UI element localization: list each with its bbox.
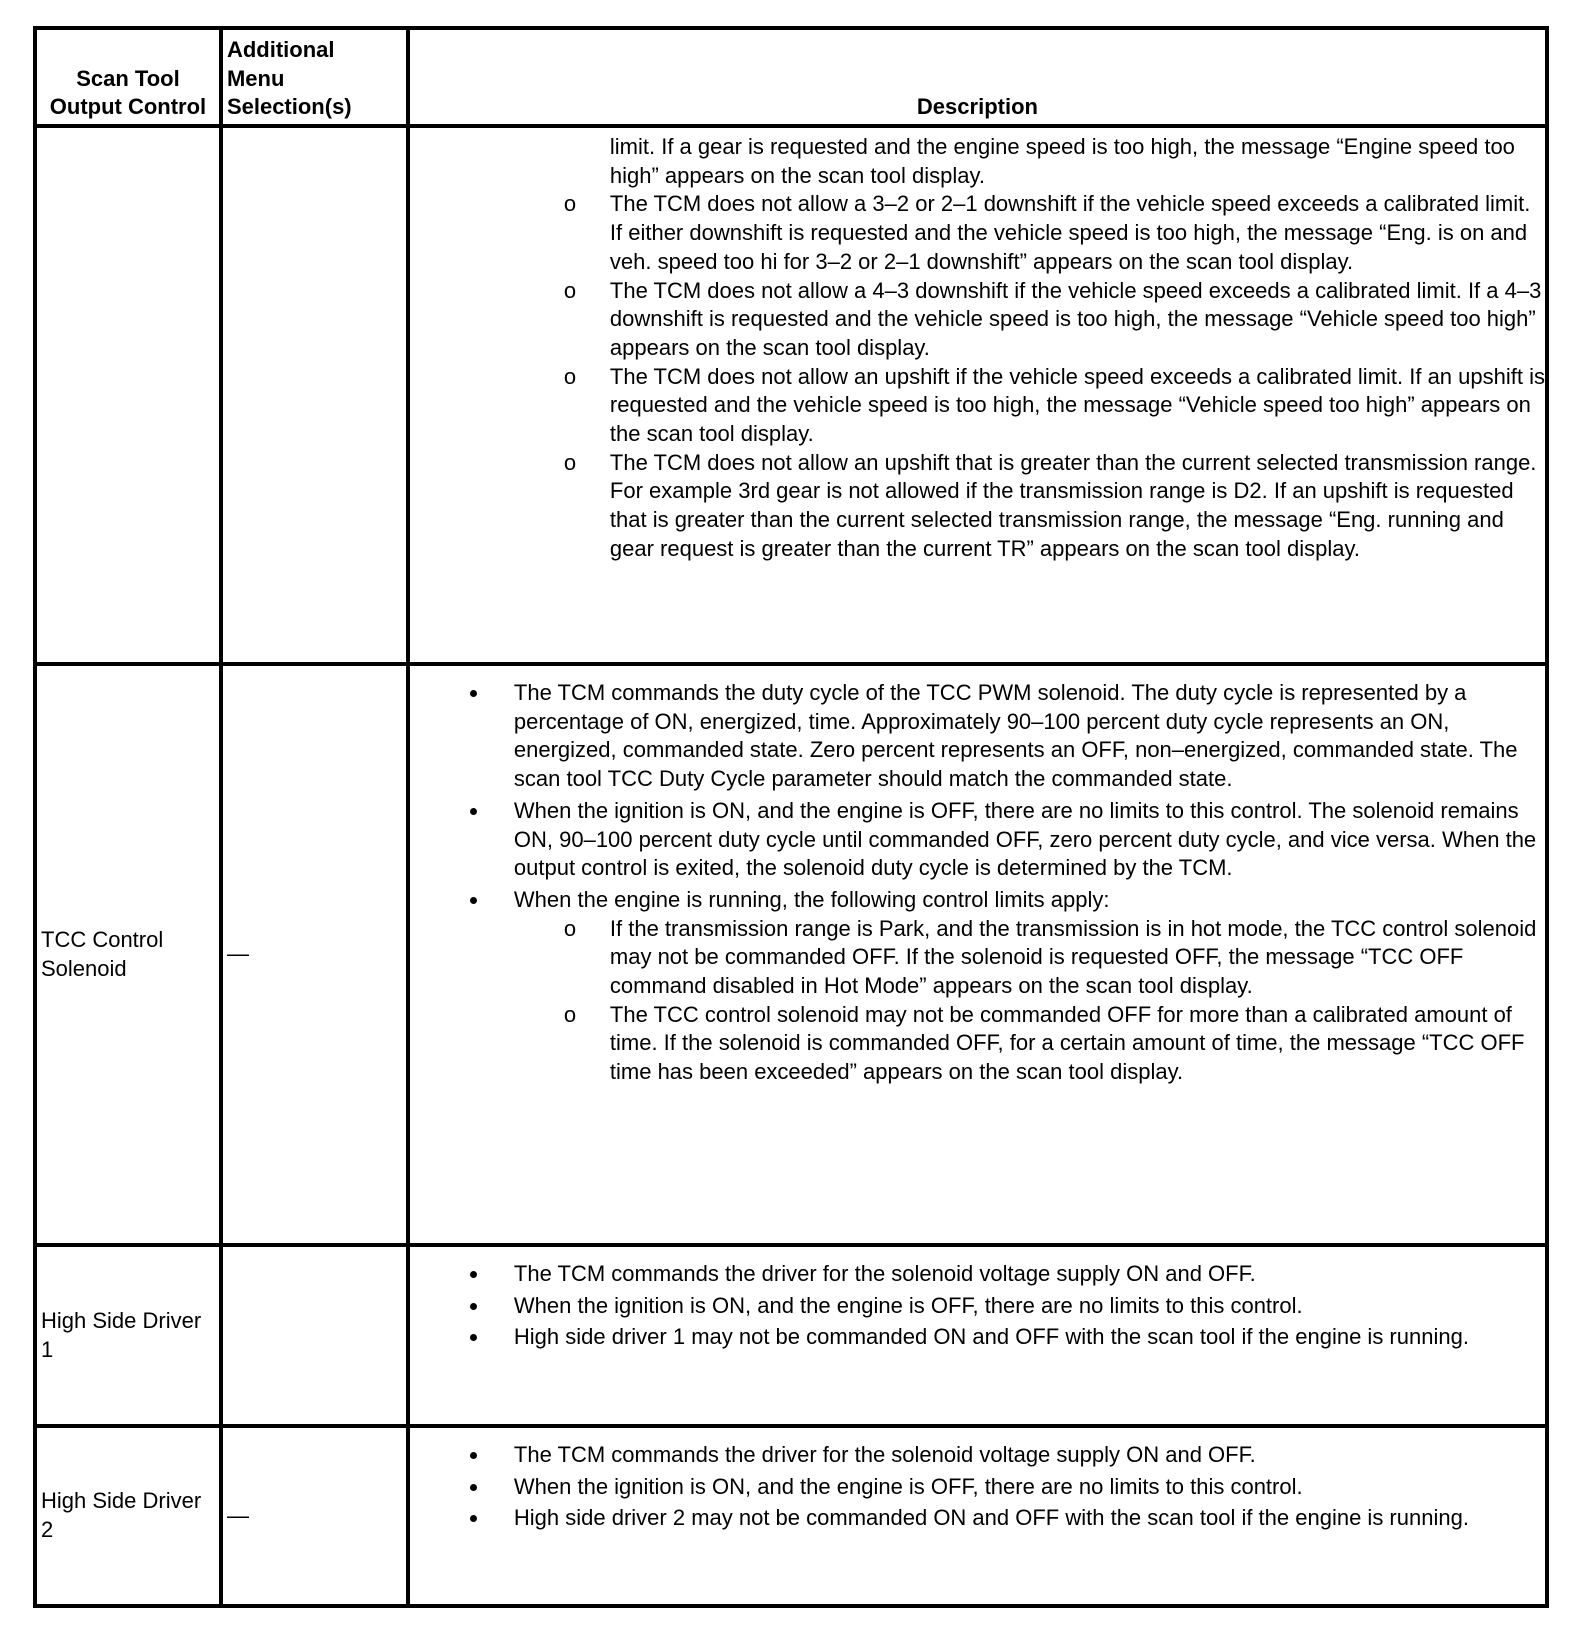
sub-bullet-item: o The TCM does not allow a 3–2 or 2–1 downshift if the vehicle speed exceeds a calibrated limit. If either downshift is requested and the vehicle speed is too high, the message “Eng. is on and veh. speed too hi for 3–2 or 2–1 downshift” appears on the scan tool display. — [563, 191, 1531, 274]
sub-bullet-marker: o — [563, 449, 577, 475]
description-cell — [408, 664, 1547, 1245]
menu-selection-cell — [221, 1245, 408, 1426]
bullet-item: When the ignition is ON, and the engine is OFF, there are no limits to this control. — [410, 1473, 1545, 1502]
bullet-item: The TCM commands the driver for the solenoid voltage supply ON and OFF. — [410, 1260, 1545, 1289]
output-control-cell: High Side Driver 2 — [35, 1426, 221, 1606]
sub-bullet-marker: o — [563, 915, 577, 941]
table-row — [35, 1426, 1547, 1606]
output-control-cell — [35, 126, 221, 664]
header-description: Description — [408, 28, 1547, 126]
bullet-item: High side driver 1 may not be commanded ON and OFF with the scan tool if the engine is running. — [410, 1323, 1545, 1352]
menu-selection-cell: — — [221, 1426, 408, 1606]
continued-text: limit. If a gear is requested and the engine speed is too high, the message “Engine speed too high” appears on the scan tool display. — [609, 134, 1515, 188]
description-cell — [408, 126, 1547, 664]
output-control-table — [33, 26, 1549, 1608]
table-row — [35, 126, 1547, 664]
bullet-item: High side driver 2 may not be commanded ON and OFF with the scan tool if the engine is running. — [410, 1504, 1545, 1533]
menu-selection-cell — [221, 126, 408, 664]
sub-bullet-marker: o — [563, 191, 577, 217]
table-row — [35, 1245, 1547, 1426]
bullet-item: The TCM commands the driver for the solenoid voltage supply ON and OFF. — [410, 1441, 1545, 1470]
table-row — [35, 664, 1547, 1245]
bullet-item: The TCM commands the duty cycle of the TCC PWM solenoid. The duty cycle is represented by a percentage of ON, energized, time. Approximately 90–100 percent duty cycle represents an ON, energized, commanded state. Zero percent represents an OFF, non–energized, commanded state. The scan tool TCC Duty Cycle parameter should match the commanded state. — [410, 679, 1545, 794]
sub-bullet-item: o If the transmission range is Park, and the transmission is in hot mode, the TCC control solenoid may not be commanded OFF. If the solenoid is requested OFF, the message “TCC OFF command disabled in Hot Mode” appears on the scan tool display. — [563, 915, 1537, 999]
header-scan-tool-output-control: Scan Tool Output Control — [35, 28, 221, 126]
sub-bullet-marker: o — [563, 363, 577, 389]
header-additional-menu-selections: Additional Menu Selection(s) — [221, 28, 408, 126]
sub-bullet-marker: o — [563, 1001, 577, 1027]
description-cell — [408, 1245, 1547, 1426]
bullet-item: When the ignition is ON, and the engine is OFF, there are no limits to this control. The solenoid remains ON, 90–100 percent duty cycle until commanded OFF, zero percent duty cycle, and vice versa. When the output control is exited, the solenoid duty cycle is determined by the TCM. — [410, 797, 1545, 883]
menu-selection-cell: — — [221, 664, 408, 1245]
output-control-cell: TCC Control Solenoid — [35, 664, 221, 1245]
bullet-item: When the ignition is ON, and the engine is OFF, there are no limits to this control. — [410, 1292, 1545, 1321]
sub-bullet-item: o The TCM does not allow an upshift if the vehicle speed exceeds a calibrated limit. If an upshift is requested and the vehicle speed is too high, the message “Vehicle speed too high” appears on the scan tool display. — [563, 363, 1545, 447]
sub-bullet-item: o The TCC control solenoid may not be commanded OFF for more than a calibrated amount of time. If the solenoid is commanded OFF, for a certain amount of time, the message “TCC OFF time has been exceeded” appears on the scan tool display. — [563, 1001, 1525, 1085]
output-control-cell: High Side Driver 1 — [35, 1245, 221, 1426]
sub-bullet-marker: o — [563, 277, 577, 303]
sub-bullet-item: o The TCM does not allow a 4–3 downshift if the vehicle speed exceeds a calibrated limit. If a 4–3 downshift is requested and the vehicle speed is too high, the message “Vehicle speed too high” appears on the scan tool display. — [563, 277, 1542, 360]
bullet-item: When the engine is running, the following control limits apply: — [410, 886, 1545, 915]
header-row — [35, 28, 1547, 126]
sub-bullet-item: o The TCM does not allow an upshift that is greater than the current selected transmission range. For example 3rd gear is not allowed if the transmission range is D2. If an upshift is requested that is greater than the current selected transmission range, the message “Eng. running and gear request is greater than the current TR” appears on the scan tool display. — [563, 449, 1537, 561]
description-cell — [408, 1426, 1547, 1606]
